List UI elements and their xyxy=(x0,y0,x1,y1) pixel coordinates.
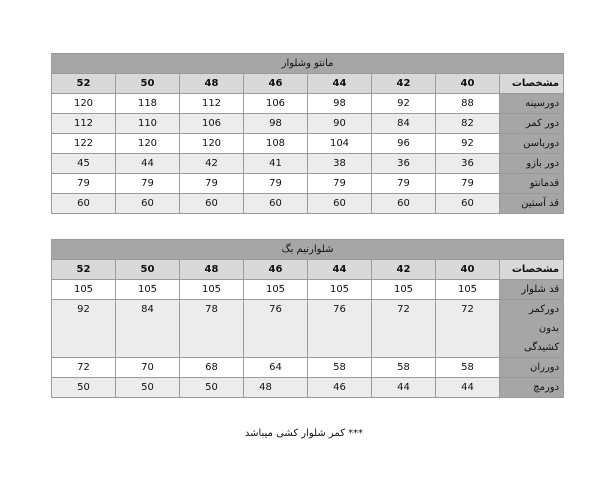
size-cell: 50 xyxy=(116,74,180,94)
size-cell: 44 xyxy=(308,74,372,94)
value-cell: 82 xyxy=(436,114,500,134)
value-cell: 118 xyxy=(116,94,180,114)
value-cell: 46 xyxy=(308,378,372,398)
size-cell: 52 xyxy=(52,260,116,280)
header-label: مشخصات xyxy=(500,260,564,280)
value-cell: 41 xyxy=(244,154,308,174)
size-header-row xyxy=(52,260,564,280)
value-cell: 112 xyxy=(52,114,116,134)
value-cell: 76 xyxy=(308,300,372,358)
value-cell: 106 xyxy=(180,114,244,134)
size-cell: 50 xyxy=(116,260,180,280)
size-cell: 46 xyxy=(244,74,308,94)
value-cell: 90 xyxy=(308,114,372,134)
value-cell: 44 xyxy=(116,154,180,174)
value-cell: 92 xyxy=(52,300,116,358)
value-cell: 112 xyxy=(180,94,244,114)
value-cell: 105 xyxy=(436,280,500,300)
value-cell: 96 xyxy=(372,134,436,154)
table-row xyxy=(52,154,564,174)
table-title: مانتو وشلوار xyxy=(52,54,564,74)
value-cell: 50 xyxy=(52,378,116,398)
value-cell: 105 xyxy=(308,280,372,300)
row-label: قد آستین xyxy=(500,194,564,214)
table-row xyxy=(52,378,564,398)
value-cell: 105 xyxy=(244,280,308,300)
value-cell: 60 xyxy=(180,194,244,214)
table-row xyxy=(52,300,564,358)
value-cell: 105 xyxy=(116,280,180,300)
value-cell: 44 xyxy=(372,378,436,398)
value-cell: 78 xyxy=(180,300,244,358)
value-cell: 106 xyxy=(244,94,308,114)
value-cell: 50 xyxy=(180,378,244,398)
size-header-row xyxy=(52,74,564,94)
row-label: دورمچ xyxy=(500,378,564,398)
footnote: *** کمر شلوار کشی میباشد xyxy=(244,428,364,439)
table-row xyxy=(52,280,564,300)
value-cell: 58 xyxy=(308,358,372,378)
value-cell: 84 xyxy=(116,300,180,358)
row-label-line: بدون xyxy=(538,323,560,334)
value-cell: 44 xyxy=(436,378,500,398)
size-cell: 48 xyxy=(180,260,244,280)
value-text: 48 xyxy=(259,382,272,393)
value-cell: 120 xyxy=(52,94,116,114)
header-label: مشخصات xyxy=(500,74,564,94)
value-cell xyxy=(244,378,308,398)
value-cell: 79 xyxy=(52,174,116,194)
size-cell: 42 xyxy=(372,260,436,280)
row-label: دور کمر xyxy=(500,114,564,134)
value-cell: 88 xyxy=(436,94,500,114)
value-cell: 60 xyxy=(436,194,500,214)
value-cell: 79 xyxy=(116,174,180,194)
table-row xyxy=(52,358,564,378)
value-cell: 105 xyxy=(372,280,436,300)
value-cell: 108 xyxy=(244,134,308,154)
value-cell: 122 xyxy=(52,134,116,154)
value-cell: 98 xyxy=(244,114,308,134)
table-title: شلوارنیم بگ xyxy=(52,240,564,260)
size-cell: 40 xyxy=(436,74,500,94)
table-row xyxy=(52,114,564,134)
value-cell: 50 xyxy=(116,378,180,398)
size-cell: 40 xyxy=(436,260,500,280)
value-cell: 79 xyxy=(308,174,372,194)
value-cell: 36 xyxy=(436,154,500,174)
value-cell: 110 xyxy=(116,114,180,134)
value-cell: 92 xyxy=(436,134,500,154)
value-cell: 79 xyxy=(180,174,244,194)
value-cell: 84 xyxy=(372,114,436,134)
row-label-line: دورکمر xyxy=(528,304,560,315)
value-cell: 72 xyxy=(372,300,436,358)
row-label: دورسینه xyxy=(500,94,564,114)
value-cell: 120 xyxy=(180,134,244,154)
value-cell: 79 xyxy=(244,174,308,194)
value-cell: 60 xyxy=(372,194,436,214)
value-cell: 60 xyxy=(244,194,308,214)
row-label: دورران xyxy=(500,358,564,378)
value-cell: 58 xyxy=(372,358,436,378)
value-cell: 105 xyxy=(52,280,116,300)
size-cell: 42 xyxy=(372,74,436,94)
value-cell: 60 xyxy=(308,194,372,214)
value-cell: 70 xyxy=(116,358,180,378)
row-label: قد شلوار xyxy=(500,280,564,300)
table-row xyxy=(52,94,564,114)
value-cell: 60 xyxy=(116,194,180,214)
value-cell: 60 xyxy=(52,194,116,214)
size-table-coat-pants xyxy=(51,53,564,214)
value-cell: 38 xyxy=(308,154,372,174)
value-cell: 104 xyxy=(308,134,372,154)
value-cell: 68 xyxy=(180,358,244,378)
value-cell: 58 xyxy=(436,358,500,378)
value-cell: 76 xyxy=(244,300,308,358)
size-cell: 48 xyxy=(180,74,244,94)
row-label-line: کشیدگی xyxy=(524,342,560,353)
value-cell: 79 xyxy=(372,174,436,194)
row-label: قدمانتو xyxy=(500,174,564,194)
value-cell: 105 xyxy=(180,280,244,300)
value-cell: 64 xyxy=(244,358,308,378)
value-cell: 79 xyxy=(436,174,500,194)
size-table-baggy-pants xyxy=(51,239,564,398)
row-label: دور بازو xyxy=(500,154,564,174)
size-cell: 46 xyxy=(244,260,308,280)
row-label: دورباسن xyxy=(500,134,564,154)
table-row xyxy=(52,134,564,154)
value-cell: 72 xyxy=(436,300,500,358)
row-label xyxy=(500,300,564,358)
value-cell: 120 xyxy=(116,134,180,154)
table-row xyxy=(52,174,564,194)
table-row xyxy=(52,194,564,214)
value-cell: 45 xyxy=(52,154,116,174)
value-cell: 42 xyxy=(180,154,244,174)
value-cell: 98 xyxy=(308,94,372,114)
value-cell: 36 xyxy=(372,154,436,174)
value-cell: 92 xyxy=(372,94,436,114)
size-cell: 52 xyxy=(52,74,116,94)
value-cell: 72 xyxy=(52,358,116,378)
size-cell: 44 xyxy=(308,260,372,280)
